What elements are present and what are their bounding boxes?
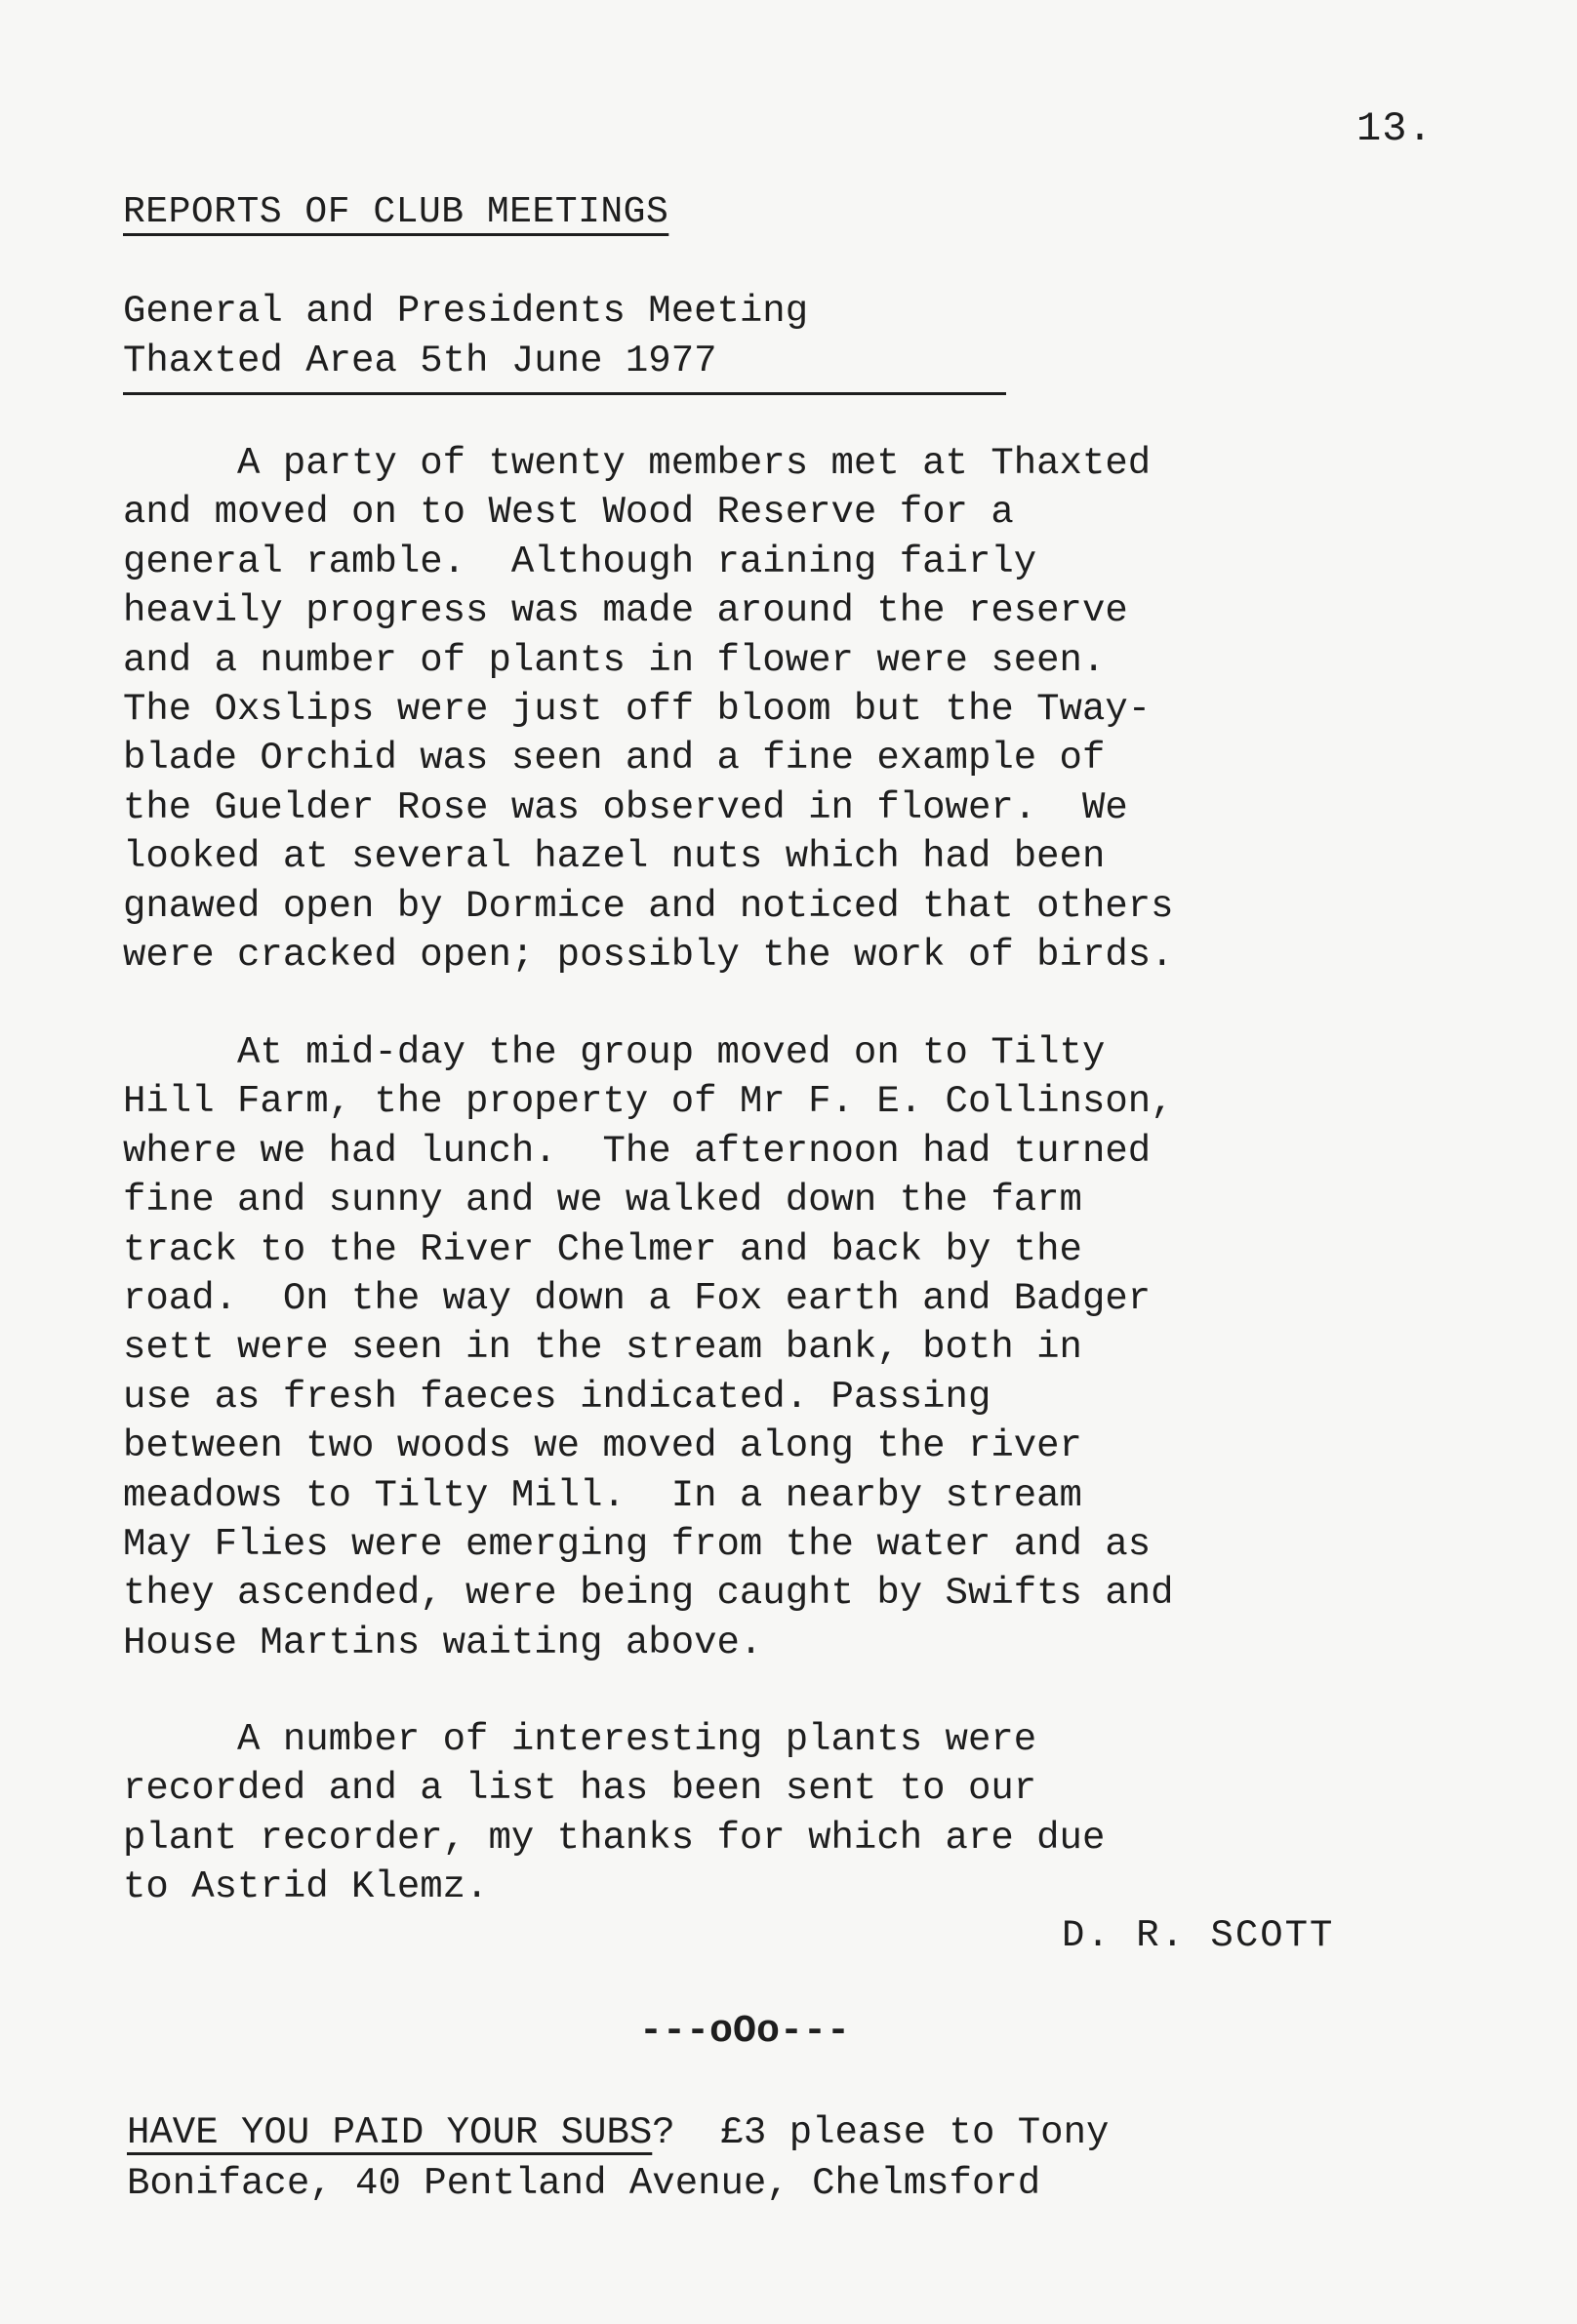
subs-address: Boniface, 40 Pentland Avenue, Chelmsford	[127, 2162, 1041, 2205]
subs-question: HAVE YOU PAID YOUR SUBS	[127, 2111, 653, 2154]
section-heading: REPORTS OF CLUB MEETINGS	[123, 191, 669, 233]
meeting-title	[123, 287, 1006, 395]
subs-payment-info: ? £3 please to Tony	[652, 2111, 1110, 2154]
report-paragraph-2: At mid-day the group moved on to Tilty Hill Farm, the property of Mr F. E. Collinson, where we had lunch. The afternoon had turned fine and sunny and we walked down the farm track to the River Chelmer and back by the road. On the way down a Fox earth and Badger sett were seen in the stream bank, both in use as fresh faeces indicated. Passing between two woods we moved along the river meadows to Tilty Mill. In a nearby stream May Flies were emerging from the water and as they ascended, were being caught by Swifts and House Martins waiting above.	[123, 1031, 1174, 1664]
meeting-title-line2: Thaxted Area 5th June 1977	[123, 337, 1006, 395]
meeting-title-line1: General and Presidents Meeting	[123, 290, 809, 333]
author-signature: D. R. SCOTT	[1062, 1914, 1335, 1957]
report-paragraph-3: A number of interesting plants were recorded and a list has been sent to our plant recorder, my thanks for which are due to Astrid Klemz.	[123, 1718, 1106, 1909]
report-paragraph-1: A party of twenty members met at Thaxted and moved on to West Wood Reserve for a general ramble. Although raining fairly heavily progress was made around the reserve and a number of plants in flower were seen. The Oxslips were just off bloom but the Tway- blade Orchid was seen and a fine example of the Guelder Rose was observed in flower. We looked at several hazel nuts which had been gnawed open by Dormice and noticed that others were cracked open; possibly the work of birds.	[123, 442, 1174, 978]
subscription-notice	[127, 2107, 1109, 2209]
page-number: 13.	[1356, 105, 1434, 152]
section-separator: ---oOo---	[639, 2010, 851, 2054]
